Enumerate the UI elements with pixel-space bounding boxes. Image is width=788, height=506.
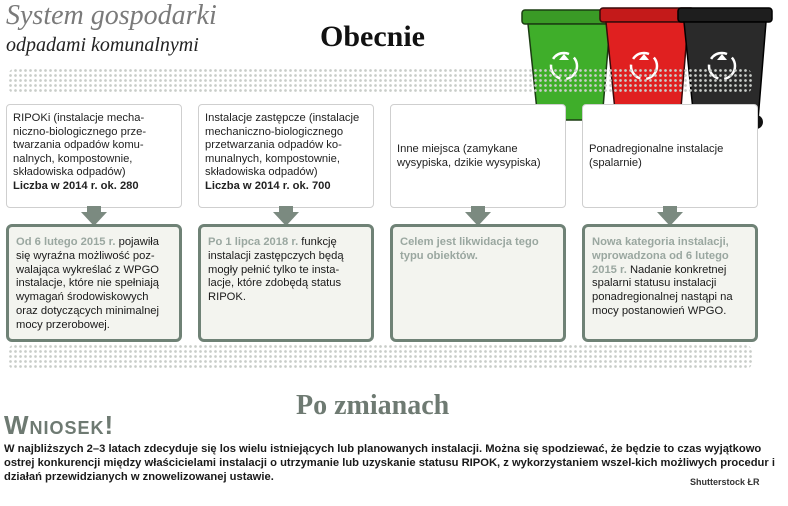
change-box-substitute — [198, 224, 374, 342]
change-box-highlight: Po 1 lipca 2018 r. — [208, 236, 299, 248]
conclusion-text: W najbliższych 2–3 latach zdecyduje się los wielu istniejących lub planowanych instalacji. Można się spodziewać, że będzie to czas wyjątkowo ostrej konkurencji między właścicielami instalacji o utrzymanie lub uzyskanie statusu RIPOK, z wykorzystaniem wszel-kich możliwych procedur i działań przewidzianych w znowelizowanej ustawie. — [4, 443, 775, 483]
change-box-text: Nadanie konkretnej spalarni statusu instalacji ponadregionalnej nastąpi na mocy postanowień WPGO. — [592, 263, 733, 317]
current-box-text: Inne miejsca (zamykane wysypiska, dzikie wysypiska) — [397, 143, 541, 169]
section-heading-after: Po zmianach — [296, 390, 450, 421]
dotted-band-bottom — [8, 344, 752, 370]
page-title: System gospodarki — [6, 0, 217, 31]
current-box-text: Instalacje zastępcze (instalacje mechaniczno-biologicznego przetwarzania odpadów ko-munalnych, kompostownie, składowiska odpadów) — [205, 112, 360, 179]
current-box-text: RIPOKi (instalacje mecha-niczno-biologicznego prze-twarzania odpadów komu-nalnych, kompostownie, składowiska odpadów) — [13, 112, 147, 179]
current-box-text: Ponadregionalne instalacje (spalarnie) — [589, 143, 724, 169]
current-box-substitute — [198, 104, 374, 208]
dotted-band-top — [8, 68, 752, 94]
page-subtitle: odpadami komunalnymi — [6, 34, 199, 56]
change-box-text: pojawiła się wyraźna możliwość poz-walająca wykreślać z WPGO instalacje, które nie spełniają wymagań środowiskowych oraz dotyczących minimalnej mocy przerobowej. — [16, 236, 160, 331]
photo-credit: Shutterstock ŁR — [690, 477, 760, 487]
change-box-highlight: Celem jest likwidacja tego typu obiektów. — [400, 236, 539, 262]
change-box-ripok — [6, 224, 182, 342]
current-box-count: Liczba w 2014 r. ok. 280 — [13, 179, 139, 192]
section-heading-now: Obecnie — [320, 20, 425, 53]
conclusion-title: Wniosek! — [4, 410, 115, 440]
change-box-highlight: Od 6 lutego 2015 r. — [16, 236, 116, 248]
current-box-ripok — [6, 104, 182, 208]
current-box-count: Liczba w 2014 r. ok. 700 — [205, 179, 331, 192]
change-box-supraregional — [582, 224, 758, 342]
current-box-other — [390, 104, 566, 208]
change-box-text: funkcję instalacji zastępczych będą mogły pełnić tylko te insta-lacje, które zdobędą status RIPOK. — [208, 236, 344, 304]
change-box-other — [390, 224, 566, 342]
change-box-highlight: Nowa kategoria instalacji, wprowadzona od 6 lutego 2015 r. — [592, 236, 729, 276]
current-box-supraregional — [582, 104, 758, 208]
